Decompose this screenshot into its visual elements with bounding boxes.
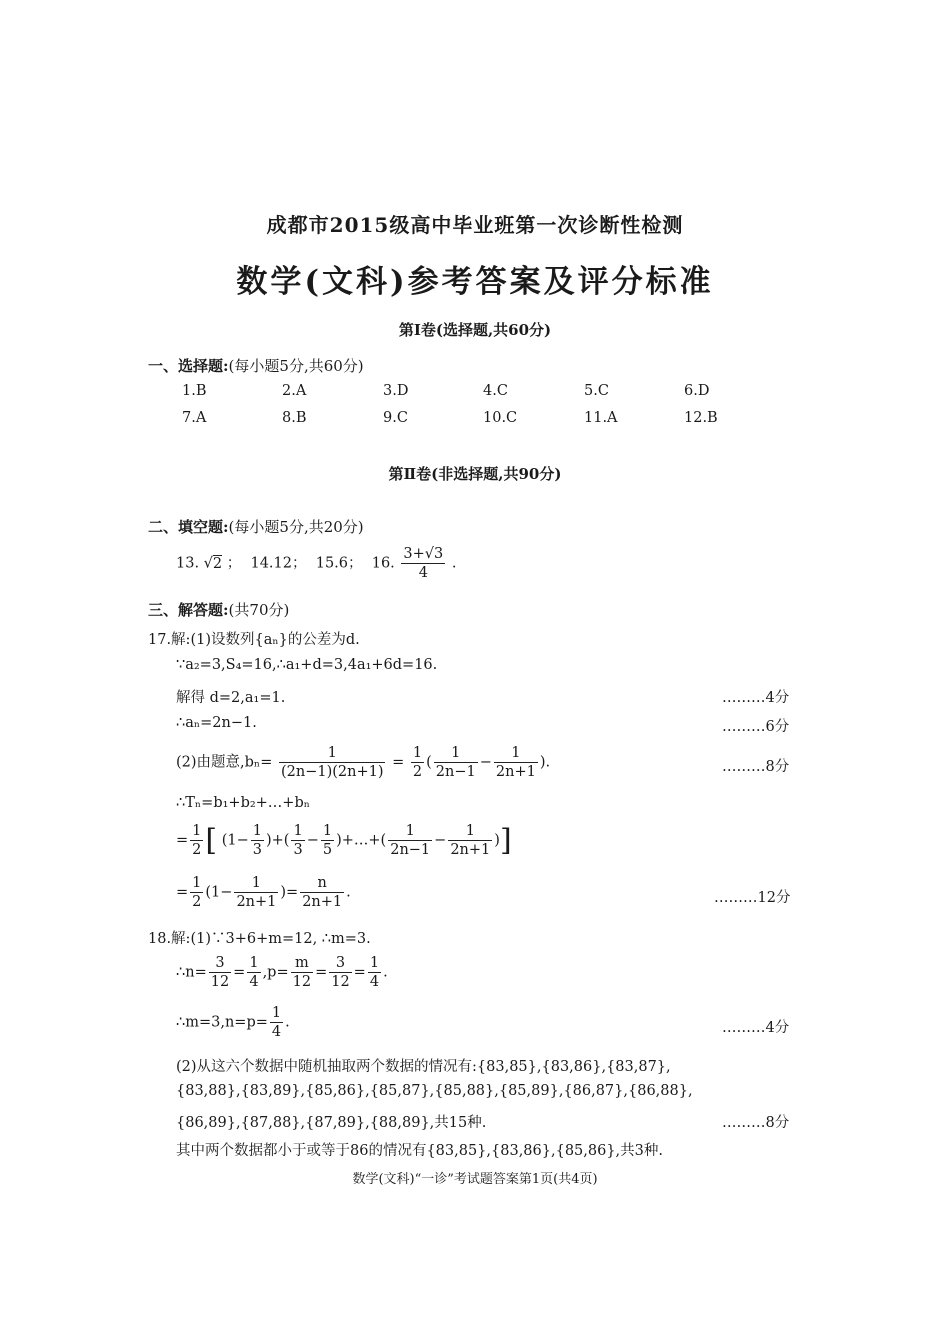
q17-line-4: ∴aₙ=2n−1. [176, 715, 257, 731]
q17-line-3: 解得 d=2,a₁=1. [176, 690, 286, 706]
q18-line-6: {86,89},{87,88},{87,89},{88,89},共15种. [176, 1115, 487, 1131]
page-footer: 数学(文科)“一诊”考试题答案第1页(共4页) [352, 1172, 598, 1187]
answer-9: 9.C [383, 410, 408, 426]
score-8-q18: ………8分 [722, 1115, 790, 1131]
score-4-q18: ………4分 [722, 1020, 790, 1036]
q18-line-1: 18.解:(1)∵3+6+m=12, ∴m=3. [148, 931, 371, 947]
volume-2-heading: 第Ⅱ卷(非选择题,共90分) [388, 465, 562, 483]
answer-7: 7.A [182, 410, 207, 426]
answer-5: 5.C [584, 383, 609, 399]
q17-line-1: 17.解:(1)设数列{aₙ}的公差为d. [148, 632, 360, 648]
answer-10: 10.C [483, 410, 518, 426]
q17-line-2: ∵a₂=3,S₄=16,∴a₁+d=3,4a₁+6d=16. [176, 657, 438, 673]
answer-1: 1.B [182, 383, 207, 399]
fill-answers: 13. √2 ； 14.12； 15.6； 16. $\frac{3+√3}{4}$ . [176, 546, 457, 581]
answer-3: 3.D [383, 383, 409, 399]
answer-4: 4.C [483, 383, 508, 399]
answer-12: 12.B [684, 410, 718, 426]
q18-line-4: (2)从这六个数据中随机抽取两个数据的情况有:{83,85},{83,86},{83,87}, [176, 1059, 671, 1075]
q18-line-7: 其中两个数据都小于或等于86的情况有{83,85},{83,86},{85,86},共3种. [176, 1143, 663, 1159]
q18-line-3: ∴m=3,n=p= $\frac{1}{4}$ . [176, 1005, 290, 1040]
section-1-heading: 一、选择题:(每小题5分,共60分) [148, 357, 364, 375]
q13-value: 2 [212, 555, 223, 572]
q16-fraction: $\frac{3+√3}{4}$ [403, 546, 444, 581]
section-2-heading: 二、填空题:(每小题5分,共20分) [148, 518, 364, 536]
answer-11: 11.A [584, 410, 618, 426]
q17-line-5: (2)由题意,bₙ= $\frac{1}{(2n-1)(2n+1)}$ = $\frac{1}{2}$ ( $\frac{1}{2n-1}$ − $\frac{1}{2n+1}$ ). [176, 745, 551, 780]
q18-line-5: {83,88},{83,89},{85,86},{85,87},{85,88},{85,89},{86,87},{86,88}, [176, 1083, 693, 1099]
score-4: ………4分 [722, 690, 790, 706]
document-title: 成都市2015级高中毕业班第一次诊断性检测 [266, 213, 684, 237]
answer-6: 6.D [684, 383, 710, 399]
q17-line-8: = $\frac{1}{2}$ (1− $\frac{1}{2n+1}$ )= $\frac{n}{2n+1}$ . [176, 875, 351, 910]
score-12: ………12分 [714, 890, 791, 906]
document-subtitle: 数学(文科)参考答案及评分标准 [236, 264, 714, 300]
score-8: ………8分 [722, 759, 790, 775]
volume-1-heading: 第Ⅰ卷(选择题,共60分) [398, 321, 552, 339]
q17-line-7: = $\frac{1}{2}$ [ (1− $\frac{1}{3}$ )+( $\frac{1}{3}$ − $\frac{1}{5}$ )+…+( $\frac{1}{2n-1}$ − $\frac{1}{2n+1}$ )] [176, 823, 512, 858]
section-3-heading: 三、解答题:(共70分) [148, 601, 290, 619]
score-6: ………6分 [722, 719, 790, 735]
answer-8: 8.B [282, 410, 307, 426]
q17-line-6: ∴Tₙ=b₁+b₂+…+bₙ [176, 795, 311, 811]
q18-line-2: ∴n= $\frac{3}{12}$ = $\frac{1}{4}$ ,p= $\frac{m}{12}$ = $\frac{3}{12}$ = $\frac{1}{4}$ . [176, 955, 388, 990]
answer-2: 2.A [282, 383, 307, 399]
